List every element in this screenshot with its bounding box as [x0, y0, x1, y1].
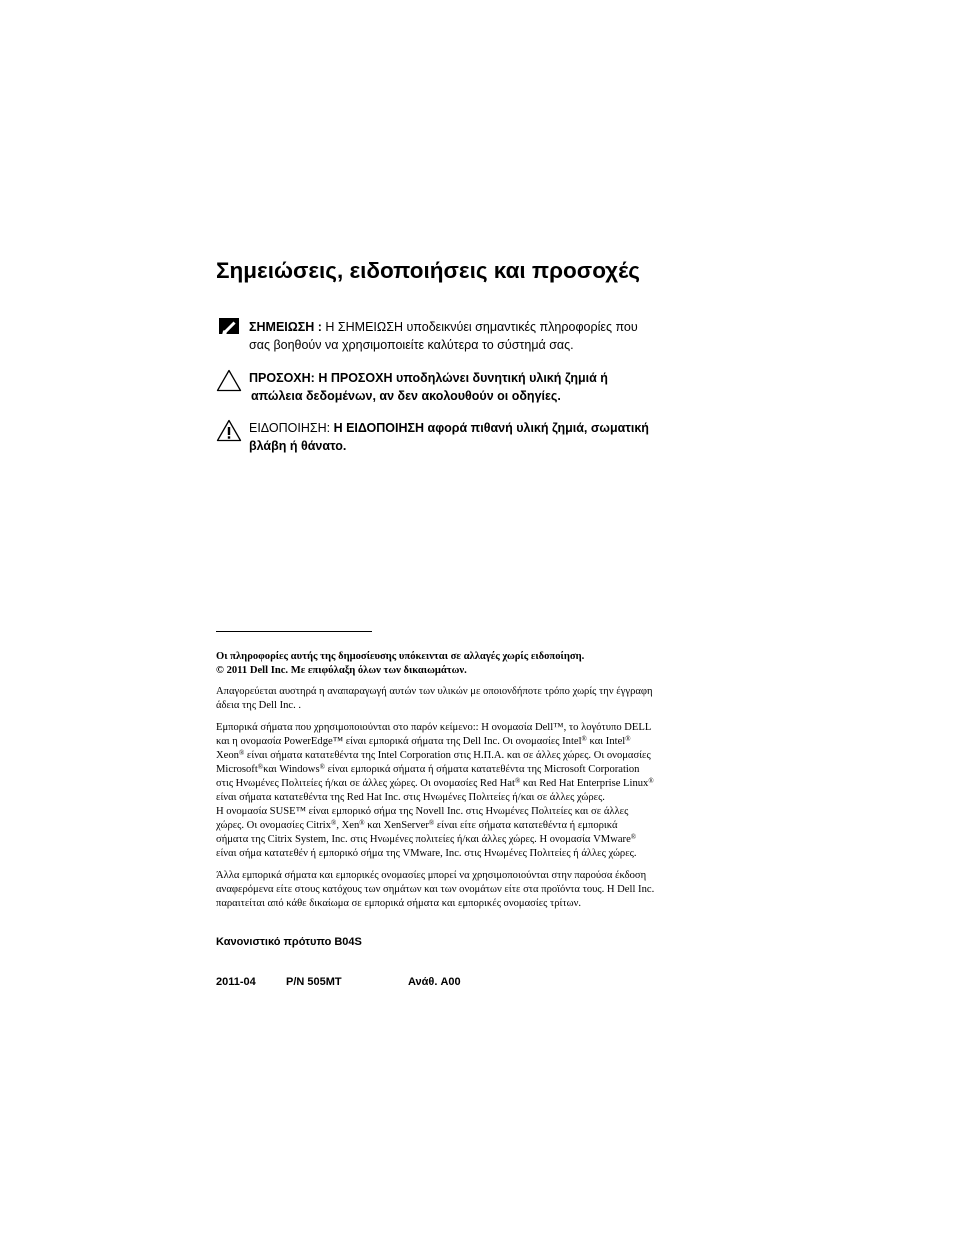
trademark-line: Εμπορικά σήματα που χρησιμοποιούνται στο παρόν κείμενο:: Η ονομασία Dell™, το λογότυπο DELL [216, 722, 652, 733]
registered-mark: ® [238, 749, 245, 757]
registered-mark: ® [625, 735, 631, 743]
other-trademarks-line: αναφερόμενα είτε στους κατόχους των σημάτων και των ονομάτων είτε στα προϊόντα τους. Η Dell Inc. [216, 884, 655, 895]
registered-mark: ® [257, 763, 264, 771]
trademark-line: είναι σήμα κατατεθέν ή εμπορικό σήμα της VMware, Inc. στις Ηνωμένες Πολιτείες ή άλλες χώρες. [216, 848, 637, 859]
warning-text-line2: βλάβη ή θάνατο. [249, 439, 347, 453]
caution-text-line2: απώλεια δεδομένων, αν δεν ακολουθούν οι οδηγίες. [251, 389, 561, 403]
revision: Ανάθ. A00 [408, 976, 461, 988]
other-trademarks-line: Άλλα εμπορικά σήματα και εμπορικές ονομασίες μπορεί να χρησιμοποιούνται στην παρούσα έκδοση [216, 870, 647, 881]
page-title: Σημειώσεις, ειδοποιήσεις και προσοχές [216, 258, 640, 283]
caution-text-line1: Η ΠΡΟΣΟΧΗ υποδηλώνει δυνητική υλική ζημιά ή [318, 371, 608, 385]
date-code: 2011-04 [216, 976, 256, 988]
copyright-block [216, 650, 716, 678]
note-text-line1: Η ΣΗΜΕΙΩΣΗ υποδεικνύει σημαντικές πληροφορίες που [325, 320, 638, 334]
part-number: P/N 505MT [286, 976, 342, 988]
registered-mark: ® [648, 777, 654, 785]
trademarks-notice [216, 721, 716, 861]
trademark-line: και η ονομασία PowerEdge™ είναι εμπορικά σήματα της Dell Inc. Οι ονομασίες Intel® και Intel® [216, 735, 631, 747]
copyright-line: Οι πληροφορίες αυτής της δημοσίευσης υπόκεινται σε αλλαγές χωρίς ειδοποίηση. [216, 651, 585, 662]
trademark-line: σήματα της Citrix System, Inc. στις Ηνωμένες πολιτείες ή/και άλλες χώρες. Η ονομασία VMware® [216, 833, 637, 845]
registered-mark: ® [630, 833, 637, 841]
note-text-line2: σας βοηθούν να χρησιμοποιείτε καλύτερα το σύστημά σας. [249, 338, 574, 352]
registered-mark: ® [319, 763, 325, 771]
pencil-note-icon [216, 318, 242, 342]
note-label: ΣΗΜΕΙΩΣΗ : [249, 320, 322, 334]
trademark-line: είναι σήματα κατατεθέντα της Red Hat Inc. στις Ηνωμένες Πολιτείες ή/και σε άλλες χώρες. [216, 792, 605, 803]
registered-mark: ® [359, 819, 365, 827]
reproduction-line: Απαγορεύεται αυστηρά η αναπαραγωγή αυτών των υλικών με οποιονδήποτε τρόπο χωρίς την έγγραφη [216, 686, 653, 697]
registered-mark: ® [581, 735, 587, 743]
other-trademarks-notice [216, 869, 716, 911]
triangle-caution-icon [216, 369, 242, 393]
other-trademarks-line: παραιτείται από κάθε δικαίωμα σε εμπορικά σήματα και εμπορικές ονομασίες τρίτων. [216, 898, 582, 909]
trademark-line: στις Ηνωμένες Πολιτείες ή/και σε άλλες χώρες. Οι ονομασίες Red Hat® και Red Hat Enterprise Linux® [216, 777, 654, 789]
registered-mark: ® [428, 819, 435, 827]
caution-label: ΠΡΟΣΟΧΗ: [249, 371, 315, 385]
trademark-line: Xeon® είναι σήματα κατατεθέντα της Intel Corporation στις Η.Π.Α. και σε άλλες χώρες. Οι ονομασίες [216, 749, 651, 761]
triangle-warning-icon [216, 419, 242, 443]
reproduction-notice [216, 685, 716, 713]
warning-text-line1: Η ΕΙΔΟΠΟΙΗΣΗ αφορά πιθανή υλική ζημιά, σωματική [333, 421, 649, 435]
trademark-line: Microsoft®και Windows® είναι εμπορικά σήματα ή σήματα κατατεθέντα της Microsoft Corporation [216, 763, 640, 775]
footnote-divider [216, 631, 372, 632]
reproduction-line: άδεια της Dell Inc. . [216, 700, 302, 711]
warning-label: ΕΙΔΟΠΟΙΗΣΗ: [249, 421, 331, 435]
registered-mark: ® [331, 819, 337, 827]
registered-mark: ® [514, 777, 521, 785]
copyright-line: © 2011 Dell Inc. Με επιφύλαξη όλων των δικαιωμάτων. [216, 665, 467, 676]
trademark-line: Η ονομασία SUSE™ είναι εμπορικό σήμα της Novell Inc. στις Ηνωμένες Πολιτείες και σε άλλες [216, 806, 629, 817]
trademark-line: χώρες. Οι ονομασίες Citrix®, Xen® και XenServer® είναι είτε σήματα κατατεθέντα ή εμπορικά [216, 819, 618, 831]
regulatory-model: Κανονιστικό πρότυπο B04S [216, 936, 362, 948]
